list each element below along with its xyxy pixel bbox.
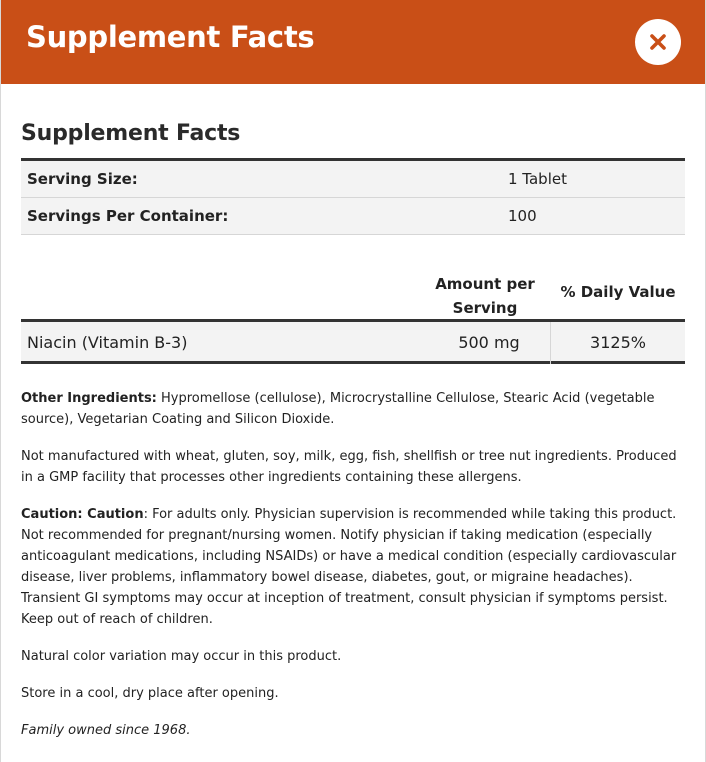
amount-header-line1: Amount per <box>435 275 535 293</box>
serving-size-value: 1 Tablet <box>508 170 567 188</box>
caution-label: Caution: Caution <box>21 507 144 522</box>
product-notes <box>21 388 685 757</box>
serving-size-row <box>21 161 685 198</box>
nutrient-daily-value: 3125% <box>590 333 646 352</box>
caution-statement <box>21 504 685 630</box>
nutrient-name: Niacin (Vitamin B-3) <box>27 333 188 352</box>
serving-size-label: Serving Size: <box>27 170 138 188</box>
other-ingredients-text: Hypromellose (cellulose), Microcrystalline Cellulose, Stearic Acid (vegetable source), Vegetarian Coating and Silicon Dioxide. <box>21 391 655 427</box>
servings-per-container-value: 100 <box>508 207 537 225</box>
modal-title: Supplement Facts <box>26 20 315 54</box>
caution-text: : For adults only. Physician supervision is recommended while taking this product. Not recommended for pregnant/nursing women. Notify physician if taking medication (especially anticoagulant medications, including NSAIDs) or have a medical condition (especially cardiovascular disease, liver problems, inflammatory bowel disease, diabetes, gout, or migraine headaches). Transient GI symptoms may occur at inception of treatment, consult physician if symptoms persist. Keep out of reach of children. <box>21 507 677 627</box>
amount-per-serving-header <box>428 272 542 320</box>
close-button[interactable] <box>635 19 681 65</box>
amount-header-line2: Serving <box>452 299 518 317</box>
serving-table <box>21 158 685 235</box>
nutrient-row <box>21 322 685 364</box>
section-title: Supplement Facts <box>21 121 241 146</box>
color-variation-note: Natural color variation may occur in this product. <box>21 649 342 664</box>
close-icon <box>649 33 667 51</box>
family-owned-text: Family owned since 1968. <box>21 723 191 738</box>
nutrient-table-header <box>21 266 685 322</box>
storage-note: Store in a cool, dry place after opening. <box>21 686 279 701</box>
other-ingredients-label: Other Ingredients: <box>21 391 157 406</box>
allergen-statement: Not manufactured with wheat, gluten, soy, milk, egg, fish, shellfish or tree nut ingredients. Produced in a GMP facility that processes other ingredients containing these allergens. <box>21 449 677 485</box>
modal-header <box>1 0 705 84</box>
daily-value-header: % Daily Value <box>560 283 676 301</box>
other-ingredients <box>21 388 685 430</box>
family-owned-note <box>21 720 685 741</box>
servings-per-container-row <box>21 198 685 235</box>
servings-per-container-label: Servings Per Container: <box>27 207 229 225</box>
nutrient-amount: 500 mg <box>458 333 520 352</box>
